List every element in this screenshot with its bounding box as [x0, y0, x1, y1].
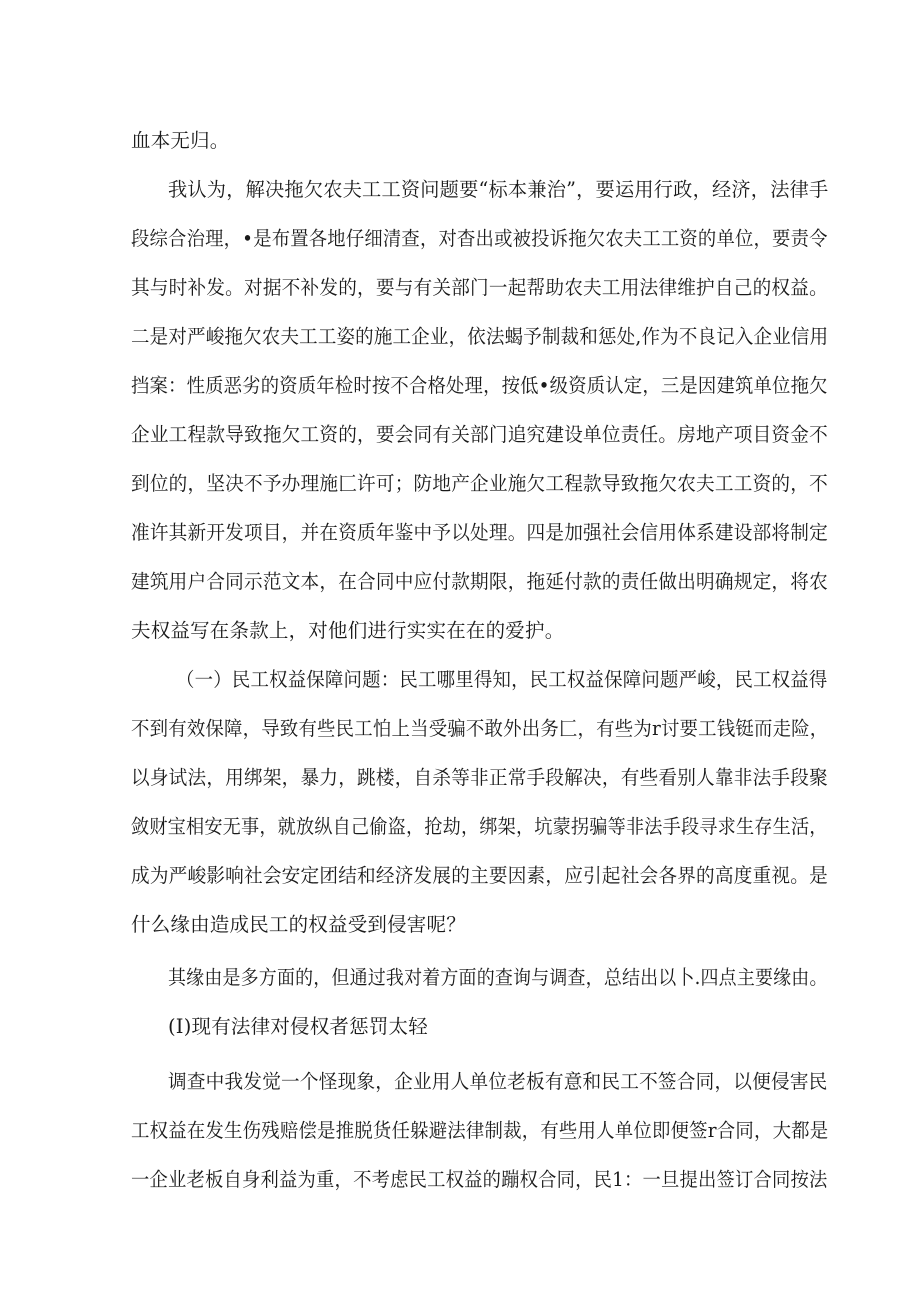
text-line: (I)现有法律对侵权者惩罚太轻 [168, 1015, 428, 1038]
text-line: 准许其新开发项目，并在资质年鉴中予以处理。四是加强社会信用体系建设部将制定 [131, 521, 828, 544]
text-line: 其与时补发。对据不补发的，要与有关部门一起帮助农夫工用法律维护自己的权益。 [131, 276, 828, 299]
text-line: 挡案：性质恶劣的资质年检时按不合格处理，按低•级资质认定，三是因建筑单位拖欠 [131, 374, 828, 397]
text-line: 什么缘由造成民工的权益受到侵害呢？ [131, 913, 466, 936]
text-line: 敛财宝相安无事，就放纵自己偷盗，抢劫，绑架，坑蒙拐骗等非法手段寻求生存生活， [131, 815, 828, 838]
text-line: 企业工程款导致拖欠工资的，要会同有关部门追究建设单位责任。房地产项目资金不 [131, 423, 828, 446]
text-line: 二是对严峻拖欠农夫工工姿的施工企业，依法蝎予制裁和惩处,作为不良记入企业信用 [131, 325, 829, 348]
text-line: 一企业老板自身利益为重，不考虑民工权益的蹦权合同，民1：一旦提出签订合同按法 [131, 1168, 828, 1191]
text-line: （一）民工权益保障问题：民工哪里得知，民工权益保障问题严峻，民工权益得 [176, 668, 828, 691]
text-line: 血本无归。 [131, 129, 230, 152]
text-line: 其缘由是多方面的，但通过我对着方面的查询与调查，总结出以卜.四点主要缘由。 [168, 966, 828, 989]
text-line: 成为严峻影响社会安定团结和经济发展的主要因素，应引起社会各界的高度重视。是 [131, 864, 828, 887]
text-line: 不到有效保障，导致有些民工怕上当受骗不敢外出务匚，有些为r讨要工钱铤而走险， [131, 717, 829, 740]
text-line: 到位的，坚决不予办理施匚许可；防地产企业施欠工程款导致拖欠农夫工工资的，不 [131, 472, 828, 495]
text-line: 段综合治理，•是布置各地仔细清查，对杳出或被投诉拖欠农夫工工资的单位，要责令 [131, 227, 828, 250]
text-line: 建筑用户合同示范文本，在合同中应付款期限，拖延付款的责任做出明确规定，将农 [131, 570, 828, 593]
text-line: 我认为，解决拖欠农夫工工资问题要“标本兼治”，要运用行政，经济，法律手 [168, 178, 829, 201]
text-line: 夫权益写在条款上，对他们进行实实在在的爱护。 [131, 619, 565, 642]
text-line: 工权益在发生伤残赔偿是推脱货任躲避法律制裁，有些用人单位即便签r合同，大都是 [131, 1119, 829, 1142]
text-line: 以身试法，用绑架，暴力，跳楼，自杀等非正常手段解决，有些看别人靠非法手段聚 [131, 766, 828, 789]
text-line: 调查中我发觉一个怪现象，企业用人单位老板有意和民工不签合同，以便侵害民 [168, 1070, 828, 1093]
